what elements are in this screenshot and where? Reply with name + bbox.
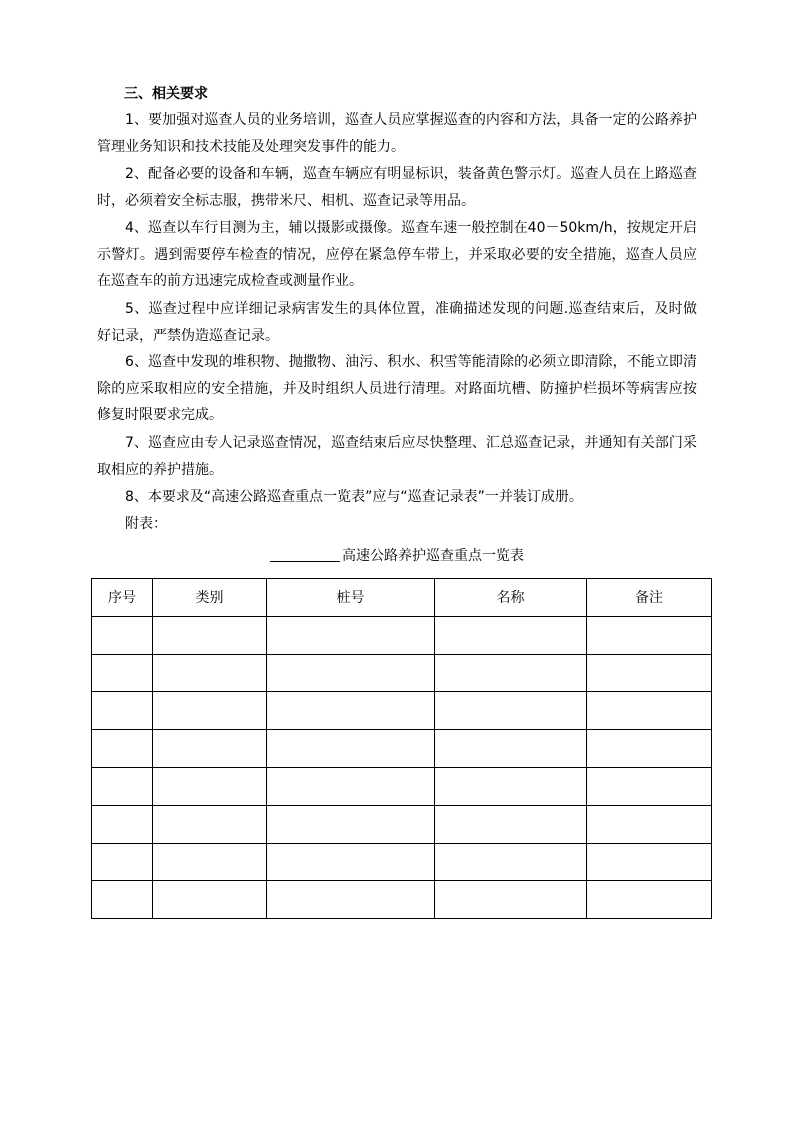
- table-row: [92, 654, 712, 692]
- inspection-key-points-table: [91, 578, 712, 919]
- table-cell[interactable]: [587, 881, 712, 919]
- header-cell-category: 类别: [153, 579, 267, 617]
- requirement-paragraph: 7、巡查应由专人记录巡查情况，巡查结束后应尽快整理、汇总巡查记录，并通知有关部门采取相应的养护措施。: [97, 435, 697, 478]
- table-cell[interactable]: [435, 616, 587, 654]
- table-cell[interactable]: [435, 881, 587, 919]
- section-heading: 三、相关要求: [124, 86, 208, 102]
- header-cell-stake: 桩号: [267, 579, 435, 617]
- table-cell[interactable]: [153, 767, 267, 805]
- table-cell[interactable]: [435, 805, 587, 843]
- table-title: [0, 545, 794, 567]
- table-cell[interactable]: [435, 843, 587, 881]
- requirement-paragraph: 8、本要求及“高速公路巡查重点一览表”应与“巡查记录表”一并装订成册。: [125, 489, 583, 505]
- table-cell[interactable]: [435, 730, 587, 768]
- table-cell[interactable]: [153, 654, 267, 692]
- table-row: [92, 767, 712, 805]
- requirement-paragraph: 5、巡查过程中应详细记录病害发生的具体位置，准确描述发现的问题.巡查结束后，及时做好记录，严禁伪造巡查记录。: [97, 301, 697, 344]
- table-cell[interactable]: [267, 805, 435, 843]
- attachment-label: 附表：: [125, 516, 167, 532]
- table-cell[interactable]: [267, 881, 435, 919]
- table-cell[interactable]: [587, 730, 712, 768]
- table-cell[interactable]: [92, 730, 153, 768]
- table-cell[interactable]: [92, 881, 153, 919]
- table-cell[interactable]: [92, 843, 153, 881]
- table-cell[interactable]: [267, 767, 435, 805]
- table-cell[interactable]: [153, 730, 267, 768]
- table-cell[interactable]: [153, 805, 267, 843]
- table-row: [92, 616, 712, 654]
- table-cell[interactable]: [267, 616, 435, 654]
- title-blank-line: [270, 545, 340, 562]
- table-cell[interactable]: [435, 767, 587, 805]
- header-cell-index: 序号: [92, 579, 153, 617]
- table-cell[interactable]: [587, 616, 712, 654]
- table-cell[interactable]: [92, 692, 153, 730]
- requirement-paragraph: 2、配备必要的设备和车辆，巡查车辆应有明显标识，装备黄色警示灯。巡查人员在上路巡查时，必须着安全标志服，携带米尺、相机、巡查记录等用品。: [97, 166, 697, 209]
- table-cell[interactable]: [92, 654, 153, 692]
- table-header-row: [92, 579, 712, 617]
- table-cell[interactable]: [435, 692, 587, 730]
- table-cell[interactable]: [587, 843, 712, 881]
- header-cell-remarks: 备注: [587, 579, 712, 617]
- table-cell[interactable]: [92, 767, 153, 805]
- requirement-paragraph: 4、巡查以车行目测为主，辅以摄影或摄像。巡查车速一般控制在40－50km/h，按规定开启示警灯。遇到需要停车检查的情况，应停在紧急停车带上，并采取必要的安全措施，巡查人员应在巡查车的前方迅速完成检查或测量作业。: [97, 220, 697, 290]
- table-cell[interactable]: [587, 692, 712, 730]
- table-row: [92, 881, 712, 919]
- table-body: [92, 616, 712, 918]
- table-cell[interactable]: [153, 843, 267, 881]
- table-row: [92, 843, 712, 881]
- table-row: [92, 730, 712, 768]
- table-row: [92, 692, 712, 730]
- table-cell[interactable]: [435, 654, 587, 692]
- table-cell[interactable]: [587, 767, 712, 805]
- table-cell[interactable]: [587, 654, 712, 692]
- table-cell[interactable]: [267, 654, 435, 692]
- table-cell[interactable]: [267, 692, 435, 730]
- requirement-paragraph: 1、要加强对巡查人员的业务培训，巡查人员应掌握巡查的内容和方法，具备一定的公路养护管理业务知识和技术技能及处理突发事件的能力。: [97, 112, 697, 155]
- header-cell-name: 名称: [435, 579, 587, 617]
- table-cell[interactable]: [153, 692, 267, 730]
- table-cell[interactable]: [267, 730, 435, 768]
- table-title-text: 高速公路养护巡查重点一览表: [342, 548, 524, 564]
- table-row: [92, 805, 712, 843]
- table-cell[interactable]: [153, 881, 267, 919]
- table-cell[interactable]: [587, 805, 712, 843]
- requirement-paragraph: 6、巡查中发现的堆积物、抛撒物、油污、积水、积雪等能清除的必须立即清除，不能立即清除的应采取相应的安全措施，并及时组织人员进行清理。对路面坑槽、防撞护栏损坏等病害应按修复时限要求完成。: [97, 354, 697, 424]
- table-cell[interactable]: [153, 616, 267, 654]
- table-cell[interactable]: [92, 616, 153, 654]
- table-cell[interactable]: [92, 805, 153, 843]
- table-cell[interactable]: [267, 843, 435, 881]
